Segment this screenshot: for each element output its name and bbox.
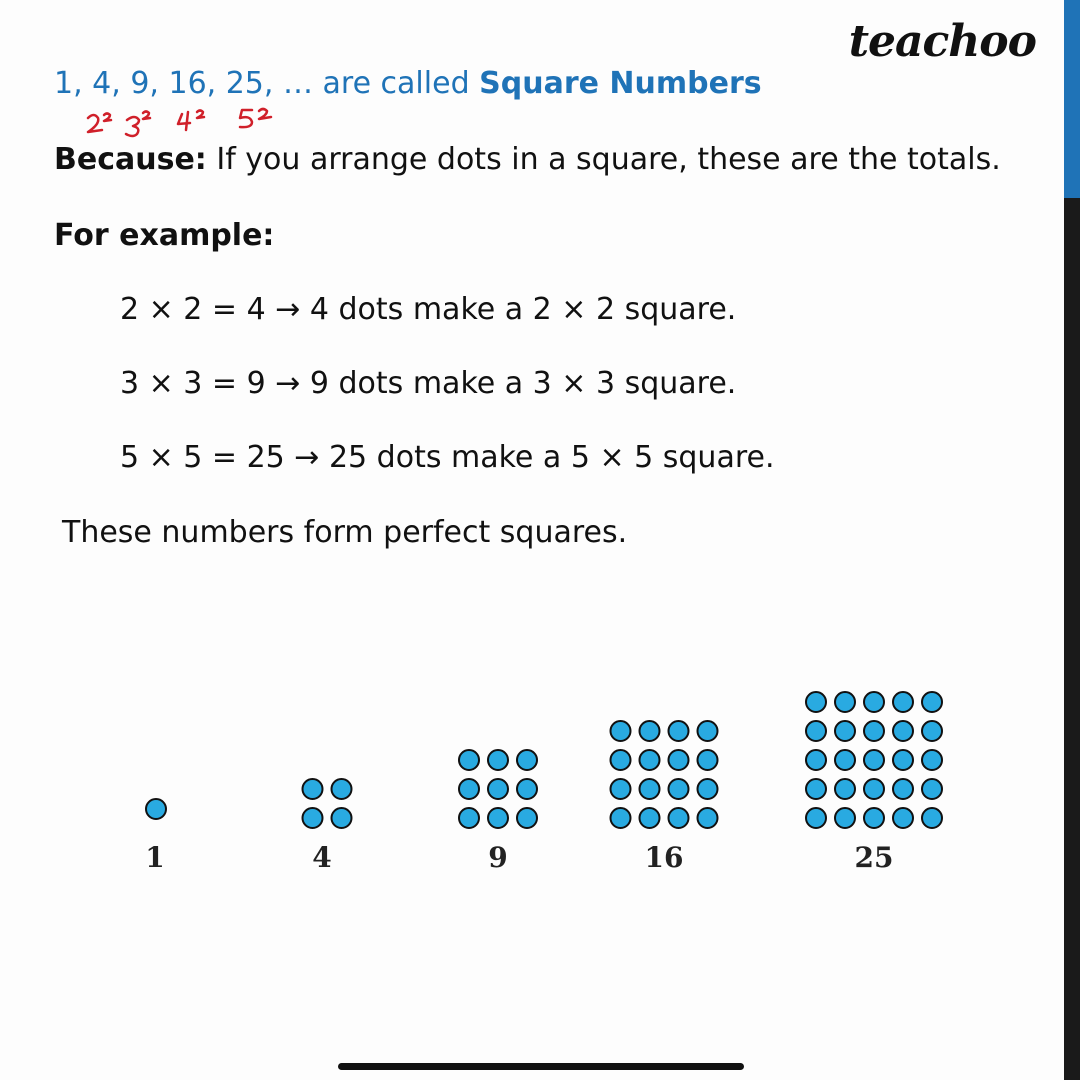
dot-group-16 (669, 721, 689, 741)
dot-group-9 (459, 808, 479, 828)
label-4: 4 (312, 841, 332, 874)
example-5x5: 5 × 5 = 25 → 25 dots make a 5 × 5 square. (120, 440, 775, 475)
dot-group-25 (864, 692, 884, 712)
dot-group-25 (864, 779, 884, 799)
dot-group-25 (806, 779, 826, 799)
dot-group-9 (517, 808, 537, 828)
dot-group-9 (488, 750, 508, 770)
dot-group-9 (488, 808, 508, 828)
dot-group-25 (806, 750, 826, 770)
dot-group-25 (893, 779, 913, 799)
dot-group-25 (893, 692, 913, 712)
dot-group-16 (669, 779, 689, 799)
dot-group-25 (922, 750, 942, 770)
home-indicator[interactable] (338, 1063, 744, 1070)
dot-group-4 (332, 808, 352, 828)
dot-group-16 (611, 721, 631, 741)
dot-group-16 (611, 808, 631, 828)
label-1: 1 (145, 841, 165, 874)
square-numbers-term: Square Numbers (479, 66, 762, 101)
dot-group-16 (698, 721, 718, 741)
dot-group-25 (922, 721, 942, 741)
dot-group-25 (893, 750, 913, 770)
dot-group-25 (806, 721, 826, 741)
dot-group-16 (698, 750, 718, 770)
dot-group-25 (835, 721, 855, 741)
closing-line: These numbers form perfect squares. (62, 515, 628, 550)
dot-group-25 (806, 808, 826, 828)
dot-group-16 (669, 750, 689, 770)
dot-group-16 (640, 750, 660, 770)
intro-numbers: 1, 4, 9, 16, 25, … are called (54, 66, 480, 101)
dot-group-25 (835, 750, 855, 770)
because-label: Because: (54, 142, 207, 177)
dot-group-25 (922, 692, 942, 712)
scrollbar-thumb[interactable] (1064, 0, 1080, 198)
example-3x3: 3 × 3 = 9 → 9 dots make a 3 × 3 square. (120, 366, 737, 401)
label-9: 9 (488, 841, 508, 874)
dot-group-4 (303, 779, 323, 799)
dot-group-16 (611, 750, 631, 770)
example-heading: For example: (54, 218, 275, 253)
dot-group-25 (922, 779, 942, 799)
dot-group-25 (864, 750, 884, 770)
dot-group-25 (893, 808, 913, 828)
dot-group-9 (459, 750, 479, 770)
dot-group-25 (835, 692, 855, 712)
teachoo-logo: teachoo (848, 16, 1036, 67)
dot-group-16 (640, 808, 660, 828)
dot-group-25 (835, 779, 855, 799)
label-16: 16 (644, 841, 684, 874)
dot-group-9 (459, 779, 479, 799)
dot-group-9 (488, 779, 508, 799)
dot-group-9 (517, 750, 537, 770)
dot-group-4 (332, 779, 352, 799)
dot-group-25 (864, 721, 884, 741)
dot-group-16 (698, 808, 718, 828)
dot-group-25 (806, 692, 826, 712)
dot-group-16 (640, 779, 660, 799)
label-25: 25 (854, 841, 894, 874)
dot-group-9 (517, 779, 537, 799)
dot-group-4 (303, 808, 323, 828)
dot-group-25 (864, 808, 884, 828)
because-text: If you arrange dots in a square, these are the totals. (206, 142, 1001, 177)
dot-group-16 (611, 779, 631, 799)
dot-group-25 (922, 808, 942, 828)
dot-group-16 (640, 721, 660, 741)
dot-group-16 (669, 808, 689, 828)
dot-group-1 (146, 799, 166, 819)
dot-group-25 (893, 721, 913, 741)
example-2x2: 2 × 2 = 4 → 4 dots make a 2 × 2 square. (120, 292, 737, 327)
dot-group-25 (835, 808, 855, 828)
dot-group-16 (698, 779, 718, 799)
